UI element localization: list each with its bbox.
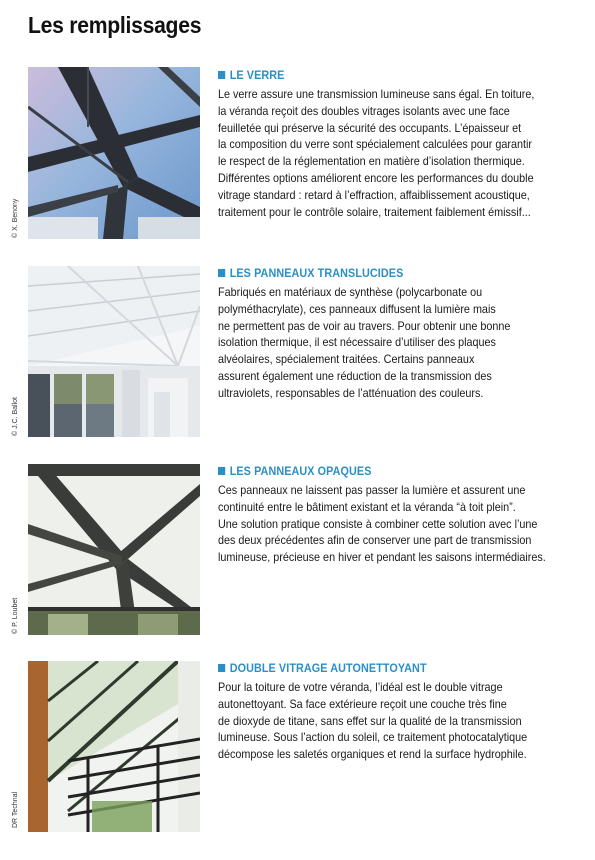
- section-heading: LE VERRE: [218, 68, 284, 82]
- square-bullet-icon: [218, 71, 225, 79]
- section-body: Le verre assure une transmission lumineuse sans égal. En toiture, la véranda reçoit des doubles vitrages isolants avec une face feuilletée qui préserve la sécurité des occupants. L’épaisseur et la composition du verre sont spécialement calculées pour garantir le respect de la réglementation en matière d’isolation thermique. Différentes options améliorent encore les performances du double vitrage standard : retard à l’effraction, affaiblissement acoustique, traitement pour le contrôle solaire, traitement faiblement émissif...: [218, 87, 535, 219]
- photo-credit: © X. Benony: [12, 198, 19, 238]
- photo-credit: DR Technal: [12, 791, 19, 828]
- square-bullet-icon: [218, 467, 225, 475]
- section-heading: DOUBLE VITRAGE AUTONETTOYANT: [218, 661, 427, 675]
- square-bullet-icon: [218, 664, 225, 672]
- section-body: Fabriqués en matériaux de synthèse (polycarbonate ou polyméthacrylate), ces panneaux diffusent la lumière mais ne permettent pas de voir au travers. Pour obtenir une bonne isolation thermique, il est nécessaire d’utiliser des plaques alvéolaires, spécialement traitées. Certains panneaux assurent également une réduction de la transmission des ultraviolets, responsables de l’atténuation des couleurs.: [218, 285, 511, 400]
- photo-credit: © P. Loubet: [12, 597, 19, 634]
- section-body: Pour la toiture de votre véranda, l’idéal est le double vitrage autonettoyant. Sa face extérieure reçoit une couche très fine de dioxyde de titane, sans effet sur la qualité de la transmission lumineuse. Sous l’action du soleil, ce traitement photocatalytique décompose les saletés organiques et rend la surface hydrophile.: [218, 680, 528, 762]
- glass-roof-photo: [28, 67, 200, 239]
- page-title: Les remplissages: [28, 12, 202, 38]
- opaque-roof-photo: [28, 464, 200, 635]
- translucent-roof-photo: [28, 266, 200, 437]
- section-heading: LES PANNEAUX TRANSLUCIDES: [218, 266, 403, 280]
- photo-credit: © J.C. Ballot: [12, 396, 19, 436]
- square-bullet-icon: [218, 269, 225, 277]
- self-cleaning-glass-photo: [28, 661, 200, 832]
- section-body: Ces panneaux ne laissent pas passer la lumière et assurent une continuité entre le bâtiment existant et la véranda “à toit plein”. Une solution pratique consiste à combiner cette solution avec l’une des deux précédentes afin de conserver une part de transmission lumineuse, précieuse en hiver et pendant les saisons intermédiaires.: [218, 483, 546, 565]
- section-heading: LES PANNEAUX OPAQUES: [218, 464, 372, 478]
